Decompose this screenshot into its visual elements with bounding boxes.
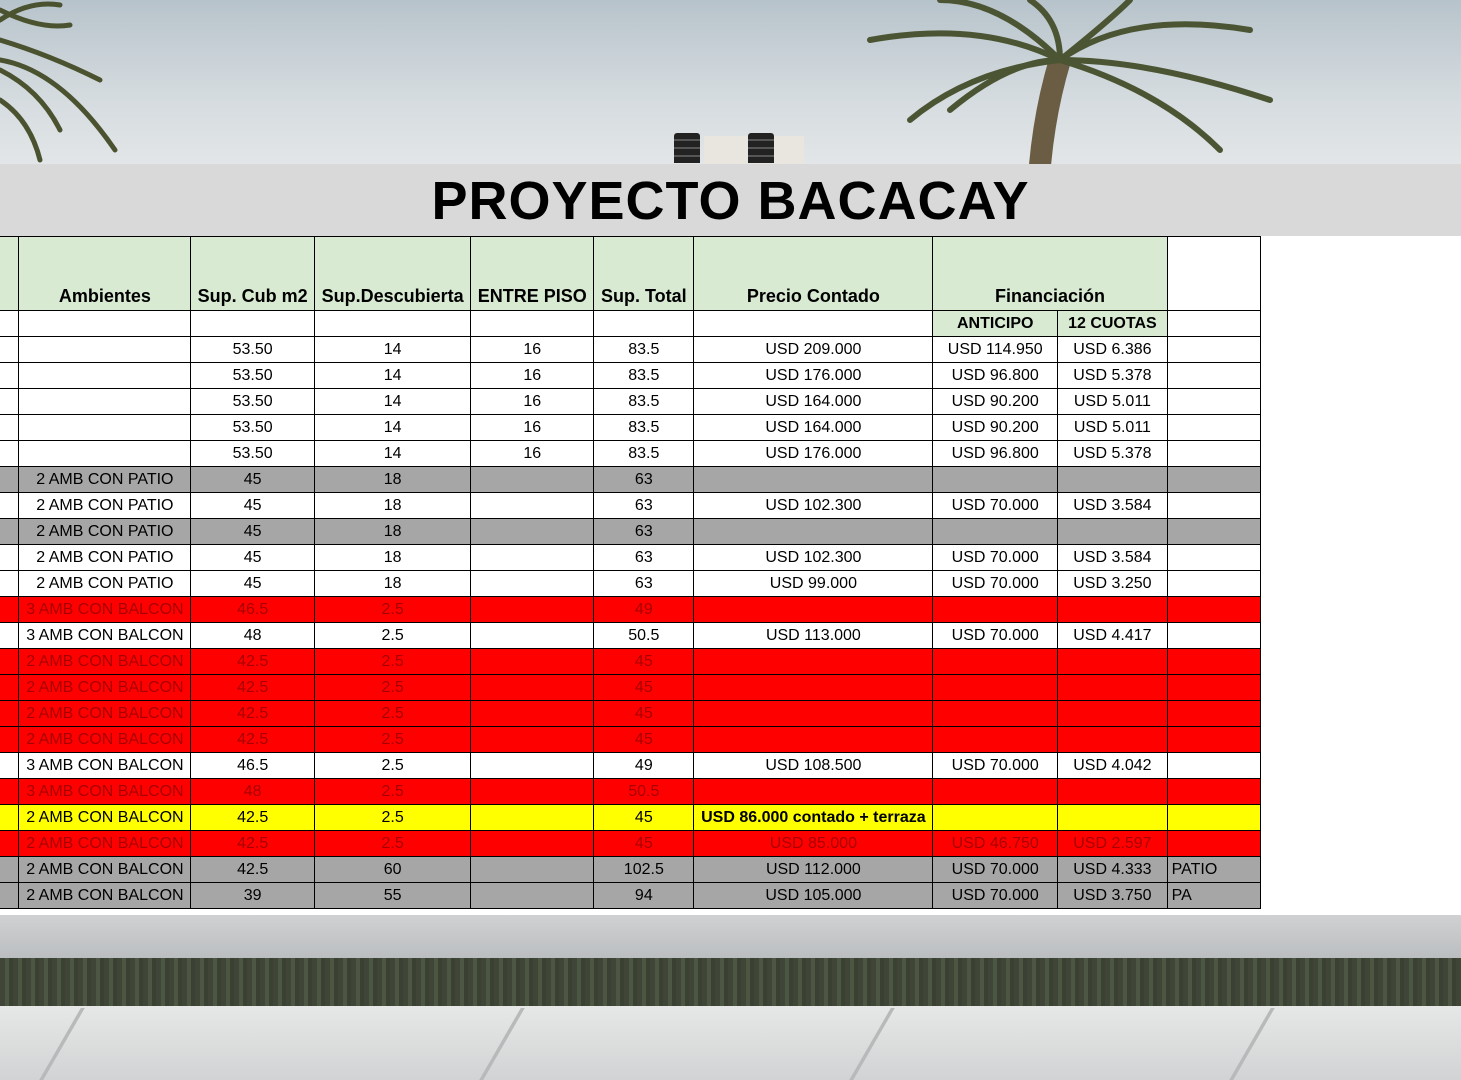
cell-extra xyxy=(1167,701,1260,727)
cell-sup-descubierta: 2.5 xyxy=(314,597,471,623)
subheader-row xyxy=(0,311,1261,337)
cell-sup-total: 50.5 xyxy=(594,623,694,649)
cell-extra xyxy=(1167,363,1260,389)
cell-sup-total: 45 xyxy=(594,675,694,701)
cell-unidad xyxy=(0,727,19,753)
header-precio-contado: Precio Contado xyxy=(694,237,933,311)
cell-ambientes: 3 AMB CON BALCON xyxy=(19,753,191,779)
cell-sup-cub: 46.5 xyxy=(191,597,314,623)
cell-sup-descubierta: 2.5 xyxy=(314,675,471,701)
table-row xyxy=(0,779,1261,805)
cell-12-cuotas xyxy=(1058,805,1167,831)
cell-unidad xyxy=(0,649,19,675)
cell-sup-cub: 42.5 xyxy=(191,675,314,701)
cell-precio-contado: USD 86.000 contado + terraza xyxy=(694,805,933,831)
cell-extra xyxy=(1167,805,1260,831)
table-row xyxy=(0,389,1261,415)
table-row xyxy=(0,623,1261,649)
cell-12-cuotas: USD 5.378 xyxy=(1058,441,1167,467)
cell-sup-cub: 53.50 xyxy=(191,389,314,415)
cell-12-cuotas: USD 4.042 xyxy=(1058,753,1167,779)
cell-anticipo: USD 70.000 xyxy=(933,493,1058,519)
cell-ambientes: 2 AMB CON PATIO xyxy=(19,493,191,519)
header-extra xyxy=(1167,237,1260,311)
cell-anticipo: USD 96.800 xyxy=(933,363,1058,389)
cell-ambientes: 2 AMB CON BALCON xyxy=(19,701,191,727)
cell-sup-descubierta: 14 xyxy=(314,415,471,441)
cell-sup-total: 49 xyxy=(594,597,694,623)
cell-precio-contado xyxy=(694,727,933,753)
cell-precio-contado: USD 112.000 xyxy=(694,857,933,883)
cell-12-cuotas: USD 5.378 xyxy=(1058,363,1167,389)
cell-entre-piso: 16 xyxy=(471,441,594,467)
cell-unidad xyxy=(0,779,19,805)
cell-sup-cub: 45 xyxy=(191,571,314,597)
cell-precio-contado xyxy=(694,675,933,701)
cell-precio-contado xyxy=(694,467,933,493)
cell-unidad xyxy=(0,701,19,727)
price-table xyxy=(0,236,1261,909)
cell-sup-total: 83.5 xyxy=(594,415,694,441)
cell-extra xyxy=(1167,415,1260,441)
cell-ambientes: 2 AMB CON PATIO xyxy=(19,571,191,597)
cell-sup-total: 45 xyxy=(594,701,694,727)
cell-sup-descubierta: 14 xyxy=(314,441,471,467)
cell-anticipo: USD 46.750 xyxy=(933,831,1058,857)
header-ambientes: Ambientes xyxy=(19,237,191,311)
cell-sup-descubierta: 18 xyxy=(314,467,471,493)
cell-unidad xyxy=(0,857,19,883)
subheader-blank xyxy=(594,311,694,337)
cell-sup-cub: 42.5 xyxy=(191,649,314,675)
cell-precio-contado xyxy=(694,597,933,623)
cell-entre-piso xyxy=(471,701,594,727)
cell-anticipo: USD 114.950 xyxy=(933,337,1058,363)
cell-precio-contado: USD 176.000 xyxy=(694,363,933,389)
cell-precio-contado: USD 113.000 xyxy=(694,623,933,649)
table-row xyxy=(0,415,1261,441)
cell-anticipo xyxy=(933,519,1058,545)
cell-unidad xyxy=(0,831,19,857)
cell-12-cuotas: USD 5.011 xyxy=(1058,415,1167,441)
cell-anticipo: USD 70.000 xyxy=(933,571,1058,597)
cell-entre-piso xyxy=(471,597,594,623)
cell-ambientes xyxy=(19,337,191,363)
table-row xyxy=(0,545,1261,571)
cell-12-cuotas xyxy=(1058,727,1167,753)
cell-sup-cub: 48 xyxy=(191,623,314,649)
cell-12-cuotas: USD 5.011 xyxy=(1058,389,1167,415)
table-row xyxy=(0,519,1261,545)
cell-entre-piso: 16 xyxy=(471,389,594,415)
subheader-blank xyxy=(694,311,933,337)
cell-anticipo: USD 70.000 xyxy=(933,857,1058,883)
header-anticipo: ANTICIPO xyxy=(933,311,1058,337)
cell-ambientes xyxy=(19,441,191,467)
table-row xyxy=(0,649,1261,675)
cell-extra xyxy=(1167,441,1260,467)
palm-tree-right xyxy=(830,0,1300,165)
cell-sup-cub: 46.5 xyxy=(191,753,314,779)
cell-anticipo: USD 96.800 xyxy=(933,441,1058,467)
cell-sup-descubierta: 60 xyxy=(314,857,471,883)
cell-sup-descubierta: 2.5 xyxy=(314,831,471,857)
cell-unidad xyxy=(0,675,19,701)
cell-sup-total: 45 xyxy=(594,649,694,675)
cell-unidad xyxy=(0,493,19,519)
cell-anticipo xyxy=(933,805,1058,831)
cell-12-cuotas: USD 6.386 xyxy=(1058,337,1167,363)
cell-ambientes: 3 AMB CON BALCON xyxy=(19,597,191,623)
cell-12-cuotas: USD 2.597 xyxy=(1058,831,1167,857)
table-row xyxy=(0,831,1261,857)
cell-anticipo xyxy=(933,597,1058,623)
cell-ambientes xyxy=(19,389,191,415)
cell-sup-cub: 45 xyxy=(191,519,314,545)
cell-extra xyxy=(1167,493,1260,519)
cell-sup-cub: 53.50 xyxy=(191,337,314,363)
cell-12-cuotas: USD 3.750 xyxy=(1058,883,1167,909)
cell-entre-piso xyxy=(471,753,594,779)
cell-extra xyxy=(1167,597,1260,623)
cell-precio-contado: USD 85.000 xyxy=(694,831,933,857)
cell-12-cuotas: USD 3.584 xyxy=(1058,493,1167,519)
cell-sup-total: 63 xyxy=(594,545,694,571)
header-entre-piso: ENTRE PISO xyxy=(471,237,594,311)
cell-unidad xyxy=(0,337,19,363)
header-unidad xyxy=(0,237,19,311)
cell-extra xyxy=(1167,727,1260,753)
cell-entre-piso xyxy=(471,519,594,545)
cell-entre-piso: 16 xyxy=(471,363,594,389)
price-sheet xyxy=(0,164,1461,915)
cell-12-cuotas xyxy=(1058,779,1167,805)
cell-sup-descubierta: 2.5 xyxy=(314,701,471,727)
cell-sup-total: 45 xyxy=(594,805,694,831)
cell-sup-total: 83.5 xyxy=(594,337,694,363)
table-row xyxy=(0,467,1261,493)
table-row xyxy=(0,805,1261,831)
cell-sup-total: 50.5 xyxy=(594,779,694,805)
subheader-blank xyxy=(471,311,594,337)
header-financiacion: Financiación xyxy=(933,237,1167,311)
cell-extra xyxy=(1167,571,1260,597)
cell-extra xyxy=(1167,831,1260,857)
cell-sup-total: 83.5 xyxy=(594,389,694,415)
cell-anticipo: USD 70.000 xyxy=(933,545,1058,571)
cell-unidad xyxy=(0,597,19,623)
cell-entre-piso xyxy=(471,779,594,805)
cell-anticipo xyxy=(933,649,1058,675)
header-12-cuotas: 12 CUOTAS xyxy=(1058,311,1167,337)
cell-sup-descubierta: 18 xyxy=(314,545,471,571)
header-sup-total: Sup. Total xyxy=(594,237,694,311)
cell-entre-piso xyxy=(471,831,594,857)
cell-sup-descubierta: 2.5 xyxy=(314,779,471,805)
cell-12-cuotas: USD 3.584 xyxy=(1058,545,1167,571)
chimney-right xyxy=(748,133,774,163)
cell-anticipo xyxy=(933,727,1058,753)
cell-sup-total: 102.5 xyxy=(594,857,694,883)
cell-entre-piso xyxy=(471,571,594,597)
cell-extra xyxy=(1167,467,1260,493)
cell-extra xyxy=(1167,779,1260,805)
cell-sup-cub: 39 xyxy=(191,883,314,909)
cell-ambientes: 3 AMB CON BALCON xyxy=(19,623,191,649)
cell-ambientes: 2 AMB CON BALCON xyxy=(19,857,191,883)
cell-ambientes: 2 AMB CON BALCON xyxy=(19,805,191,831)
cell-extra xyxy=(1167,389,1260,415)
header-sup-cub: Sup. Cub m2 xyxy=(191,237,314,311)
cell-ambientes: 2 AMB CON PATIO xyxy=(19,467,191,493)
cell-precio-contado xyxy=(694,519,933,545)
cell-extra: PA xyxy=(1167,883,1260,909)
cell-precio-contado xyxy=(694,649,933,675)
cell-anticipo: USD 70.000 xyxy=(933,623,1058,649)
cell-extra xyxy=(1167,675,1260,701)
cell-sup-cub: 45 xyxy=(191,467,314,493)
cell-unidad xyxy=(0,883,19,909)
cell-ambientes: 2 AMB CON PATIO xyxy=(19,519,191,545)
cell-unidad xyxy=(0,571,19,597)
cell-unidad xyxy=(0,545,19,571)
cell-sup-descubierta: 18 xyxy=(314,519,471,545)
cell-entre-piso xyxy=(471,727,594,753)
cell-sup-total: 63 xyxy=(594,467,694,493)
page-title: PROYECTO BACACAY xyxy=(431,171,1030,231)
cell-precio-contado: USD 176.000 xyxy=(694,441,933,467)
cell-precio-contado: USD 102.300 xyxy=(694,545,933,571)
cell-ambientes: 2 AMB CON PATIO xyxy=(19,545,191,571)
subheader-blank xyxy=(19,311,191,337)
cell-anticipo xyxy=(933,467,1058,493)
cell-12-cuotas: USD 4.333 xyxy=(1058,857,1167,883)
cell-ambientes: 3 AMB CON BALCON xyxy=(19,779,191,805)
cell-precio-contado: USD 108.500 xyxy=(694,753,933,779)
cell-extra xyxy=(1167,649,1260,675)
cell-extra xyxy=(1167,623,1260,649)
cell-extra xyxy=(1167,545,1260,571)
cell-sup-cub: 45 xyxy=(191,545,314,571)
cell-sup-descubierta: 2.5 xyxy=(314,623,471,649)
subheader-blank xyxy=(191,311,314,337)
cell-entre-piso xyxy=(471,545,594,571)
cell-sup-cub: 53.50 xyxy=(191,441,314,467)
table-row xyxy=(0,571,1261,597)
cell-12-cuotas: USD 4.417 xyxy=(1058,623,1167,649)
cell-ambientes: 2 AMB CON BALCON xyxy=(19,831,191,857)
subheader-blank xyxy=(314,311,471,337)
table-row xyxy=(0,363,1261,389)
cell-precio-contado: USD 209.000 xyxy=(694,337,933,363)
cell-12-cuotas xyxy=(1058,701,1167,727)
cell-sup-total: 94 xyxy=(594,883,694,909)
cell-sup-total: 83.5 xyxy=(594,441,694,467)
chimney-left xyxy=(674,133,700,163)
grass-strip xyxy=(0,958,1461,1010)
cell-ambientes xyxy=(19,363,191,389)
cell-12-cuotas xyxy=(1058,467,1167,493)
cell-entre-piso xyxy=(471,857,594,883)
subheader-blank xyxy=(1167,311,1260,337)
cell-precio-contado xyxy=(694,701,933,727)
cell-extra xyxy=(1167,519,1260,545)
cell-entre-piso xyxy=(471,493,594,519)
table-row xyxy=(0,675,1261,701)
cell-ambientes: 2 AMB CON BALCON xyxy=(19,883,191,909)
cell-entre-piso xyxy=(471,623,594,649)
cell-anticipo: USD 70.000 xyxy=(933,753,1058,779)
cell-anticipo: USD 90.200 xyxy=(933,415,1058,441)
cell-anticipo xyxy=(933,779,1058,805)
cell-ambientes xyxy=(19,415,191,441)
cell-entre-piso xyxy=(471,805,594,831)
cell-entre-piso xyxy=(471,649,594,675)
header-sup-descubierta: Sup.Descubierta xyxy=(314,237,471,311)
table-row xyxy=(0,701,1261,727)
cell-sup-total: 63 xyxy=(594,571,694,597)
cell-unidad xyxy=(0,467,19,493)
cell-anticipo: USD 90.200 xyxy=(933,389,1058,415)
cell-12-cuotas xyxy=(1058,649,1167,675)
cell-sup-descubierta: 2.5 xyxy=(314,649,471,675)
cell-ambientes: 2 AMB CON BALCON xyxy=(19,649,191,675)
cell-entre-piso xyxy=(471,467,594,493)
cell-sup-total: 63 xyxy=(594,519,694,545)
cell-precio-contado: USD 164.000 xyxy=(694,415,933,441)
cell-unidad xyxy=(0,753,19,779)
cell-sup-cub: 42.5 xyxy=(191,701,314,727)
cell-sup-descubierta: 14 xyxy=(314,337,471,363)
cell-12-cuotas xyxy=(1058,519,1167,545)
header-row xyxy=(0,237,1261,311)
cell-unidad xyxy=(0,415,19,441)
cell-sup-cub: 42.5 xyxy=(191,805,314,831)
table-row xyxy=(0,493,1261,519)
cell-sup-cub: 45 xyxy=(191,493,314,519)
cell-sup-descubierta: 18 xyxy=(314,493,471,519)
cell-anticipo xyxy=(933,701,1058,727)
cell-unidad xyxy=(0,441,19,467)
cell-12-cuotas: USD 3.250 xyxy=(1058,571,1167,597)
table-row xyxy=(0,753,1261,779)
subheader-blank xyxy=(0,311,19,337)
cell-entre-piso xyxy=(471,883,594,909)
cell-sup-descubierta: 2.5 xyxy=(314,753,471,779)
cell-sup-descubierta: 18 xyxy=(314,571,471,597)
table-row xyxy=(0,337,1261,363)
table-row xyxy=(0,857,1261,883)
cell-precio-contado: USD 164.000 xyxy=(694,389,933,415)
cell-sup-descubierta: 55 xyxy=(314,883,471,909)
table-row xyxy=(0,441,1261,467)
cell-anticipo: USD 70.000 xyxy=(933,883,1058,909)
cell-unidad xyxy=(0,519,19,545)
cell-12-cuotas xyxy=(1058,675,1167,701)
table-row xyxy=(0,727,1261,753)
cell-extra xyxy=(1167,753,1260,779)
cell-anticipo xyxy=(933,675,1058,701)
cell-sup-total: 63 xyxy=(594,493,694,519)
cell-precio-contado: USD 99.000 xyxy=(694,571,933,597)
cell-unidad xyxy=(0,389,19,415)
cell-sup-descubierta: 14 xyxy=(314,389,471,415)
cell-sup-cub: 42.5 xyxy=(191,857,314,883)
sidewalk xyxy=(0,915,1461,963)
cell-unidad xyxy=(0,805,19,831)
cell-sup-cub: 42.5 xyxy=(191,727,314,753)
cell-sup-total: 83.5 xyxy=(594,363,694,389)
cell-sup-descubierta: 2.5 xyxy=(314,805,471,831)
cell-12-cuotas xyxy=(1058,597,1167,623)
cell-sup-total: 49 xyxy=(594,753,694,779)
cell-sup-cub: 53.50 xyxy=(191,363,314,389)
cell-sup-descubierta: 2.5 xyxy=(314,727,471,753)
cell-unidad xyxy=(0,623,19,649)
cell-unidad xyxy=(0,363,19,389)
cell-sup-total: 45 xyxy=(594,727,694,753)
cell-sup-total: 45 xyxy=(594,831,694,857)
cell-extra: PATIO xyxy=(1167,857,1260,883)
cell-extra xyxy=(1167,337,1260,363)
cell-entre-piso: 16 xyxy=(471,337,594,363)
cell-ambientes: 2 AMB CON BALCON xyxy=(19,727,191,753)
cell-precio-contado xyxy=(694,779,933,805)
cell-sup-cub: 48 xyxy=(191,779,314,805)
cell-precio-contado: USD 102.300 xyxy=(694,493,933,519)
table-row xyxy=(0,597,1261,623)
cell-sup-cub: 42.5 xyxy=(191,831,314,857)
palm-tree-left xyxy=(0,0,140,165)
cell-entre-piso xyxy=(471,675,594,701)
cell-sup-cub: 53.50 xyxy=(191,415,314,441)
pavement xyxy=(0,1006,1461,1080)
cell-precio-contado: USD 105.000 xyxy=(694,883,933,909)
table-row xyxy=(0,883,1261,909)
cell-ambientes: 2 AMB CON BALCON xyxy=(19,675,191,701)
cell-sup-descubierta: 14 xyxy=(314,363,471,389)
cell-entre-piso: 16 xyxy=(471,415,594,441)
